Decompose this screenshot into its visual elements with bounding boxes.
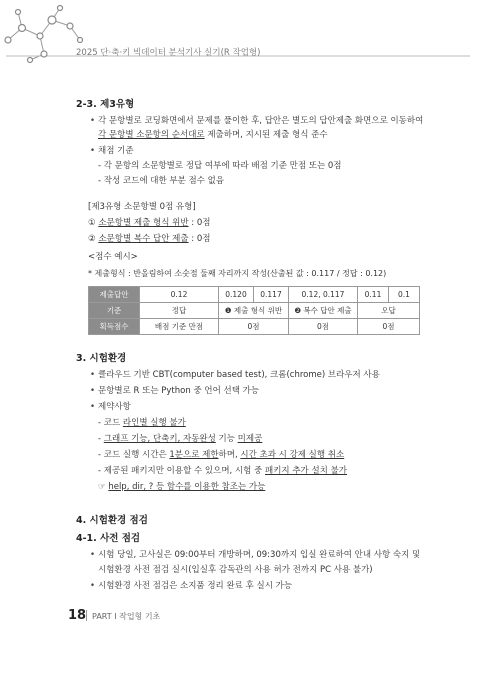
text: 제출하며, 지시된 제출 형식 준수 xyxy=(204,130,328,140)
paragraph: 문항별로 R 또는 Python 중 언어 선택 가능 xyxy=(98,386,260,396)
table-cell: ❷ 복수 답안 제출 xyxy=(289,303,358,319)
table-header-cell: 제출답안 xyxy=(89,287,140,303)
constraint-item xyxy=(98,418,186,429)
underlined-text: 라인별 실행 불가 xyxy=(122,418,186,428)
text: 하며, xyxy=(218,450,241,460)
text: 기능 xyxy=(215,434,238,444)
underlined-text: help, dir, ? 등 함수를 이용한 참조는 가능 xyxy=(108,482,266,492)
underlined-text: 미제공 xyxy=(237,434,263,444)
table-cell: 0.1 xyxy=(389,287,420,303)
paragraph: 제약사항 xyxy=(98,402,131,412)
box-title: [제3유형 소문항별 0점 유형] xyxy=(88,202,196,212)
table-header-cell: 획득점수 xyxy=(89,319,140,335)
paragraph: 채점 기준 xyxy=(98,146,134,156)
bullet-icon: • xyxy=(90,146,96,156)
table-cell: ❶ 제출 형식 위반 xyxy=(219,303,289,319)
paragraph: - 작성 코드에 대한 부분 점수 없음 xyxy=(98,176,225,186)
section-heading: 3. 시험환경 xyxy=(76,353,127,364)
page-header xyxy=(0,0,500,68)
subsection-heading: 4-1. 사전 점검 xyxy=(76,533,141,544)
table-cell: 0점 xyxy=(219,319,289,335)
paragraph: 각 문항별로 코딩화면에서 문제를 풀이한 후, 답안은 별도의 답안제출 화면으로 이동하여 xyxy=(98,116,424,126)
text: : 0점 xyxy=(188,218,211,228)
table-cell: 0.120 xyxy=(219,287,254,303)
table-cell: 0.12 xyxy=(140,287,219,303)
bullet-icon: • xyxy=(90,581,96,591)
bullet-icon: • xyxy=(90,550,96,560)
table-cell: 정답 xyxy=(140,303,219,319)
bullet-icon: • xyxy=(90,370,96,380)
text: - xyxy=(98,434,104,444)
table-cell: 배점 기준 만점 xyxy=(140,319,219,335)
underlined-text: 소문항별 복수 답안 제출 xyxy=(98,234,189,244)
underlined-text: 1분으로 제한 xyxy=(169,450,219,460)
paragraph: 클라우드 기반 CBT(computer based test), 크롬(chrome) 브라우저 사용 xyxy=(98,370,380,380)
table-cell: 0.11 xyxy=(358,287,389,303)
table-header-cell: 기준 xyxy=(89,303,140,319)
table-row xyxy=(89,319,420,335)
bullet-icon: • xyxy=(90,386,96,396)
table-row xyxy=(89,303,420,319)
section-heading: 4. 시험환경 점검 xyxy=(76,515,148,526)
table-cell: 0.12, 0.117 xyxy=(289,287,358,303)
footer-part: PART Ⅰ 작업형 기초 xyxy=(92,612,161,621)
text: - 제공된 패키지만 이용할 수 있으며, 시험 중 xyxy=(98,466,265,476)
paragraph xyxy=(98,130,328,141)
text: ☞ xyxy=(98,482,109,492)
underlined-text: 각 문항별 소문항의 순서대로 xyxy=(98,130,205,140)
underlined-text: 패키지 추가 설치 불가 xyxy=(264,466,347,476)
paragraph: 시험환경 사전 점검은 소지품 정리 완료 후 실시 가능 xyxy=(98,581,293,591)
example-title: <점수 예시> xyxy=(88,252,138,262)
circle-number: ② xyxy=(88,234,96,244)
score-table xyxy=(88,286,420,335)
page-number: 18 xyxy=(68,608,87,623)
circle-number: ① xyxy=(88,218,96,228)
footer-divider xyxy=(86,610,87,621)
underlined-text: 시간 초과 시 강제 실행 취소 xyxy=(240,450,345,460)
constraint-item xyxy=(98,434,262,445)
table-cell: 0점 xyxy=(289,319,358,335)
constraint-item xyxy=(98,482,265,493)
table-row xyxy=(89,287,420,303)
section-heading: 2-3. 제3유형 xyxy=(76,99,135,110)
text: - 코드 실행 시간은 xyxy=(98,450,170,460)
zero-case-item xyxy=(88,234,210,245)
table-cell: 오답 xyxy=(358,303,420,319)
header-title: 2025 단·축·키 빅데이터 분석기사 실기(R 작업형) xyxy=(76,48,261,58)
bullet-icon: • xyxy=(90,116,96,126)
zero-case-item xyxy=(88,218,210,229)
bullet-icon: • xyxy=(90,402,96,412)
constraint-item xyxy=(98,450,344,461)
table-cell: 0점 xyxy=(358,319,420,335)
underlined-text: 그래프 기능, 단축키, 자동완성 xyxy=(103,434,216,444)
underlined-text: 소문항별 제출 형식 위반 xyxy=(98,218,189,228)
paragraph: 시험환경 사전 점검 실시(입실후 감독관의 사용 허가 전까지 PC 사용 불가) xyxy=(98,565,373,575)
example-note: * 제출형식 : 반올림하여 소숫점 둘째 자리까지 작성(산출된 값 : 0.117 / 정답 : 0.12) xyxy=(88,269,387,278)
constraint-item xyxy=(98,466,347,477)
paragraph: 시험 당일, 고사실은 09:00부터 개방하며, 09:30까지 입실 완료하여 안내 사항 숙지 및 xyxy=(98,550,421,560)
table-cell: 0.117 xyxy=(254,287,289,303)
text: : 0점 xyxy=(188,234,211,244)
text: - 코드 xyxy=(98,418,123,428)
paragraph: - 각 문항의 소문항별로 정답 여부에 따라 배점 기준 만점 또는 0점 xyxy=(98,161,342,171)
